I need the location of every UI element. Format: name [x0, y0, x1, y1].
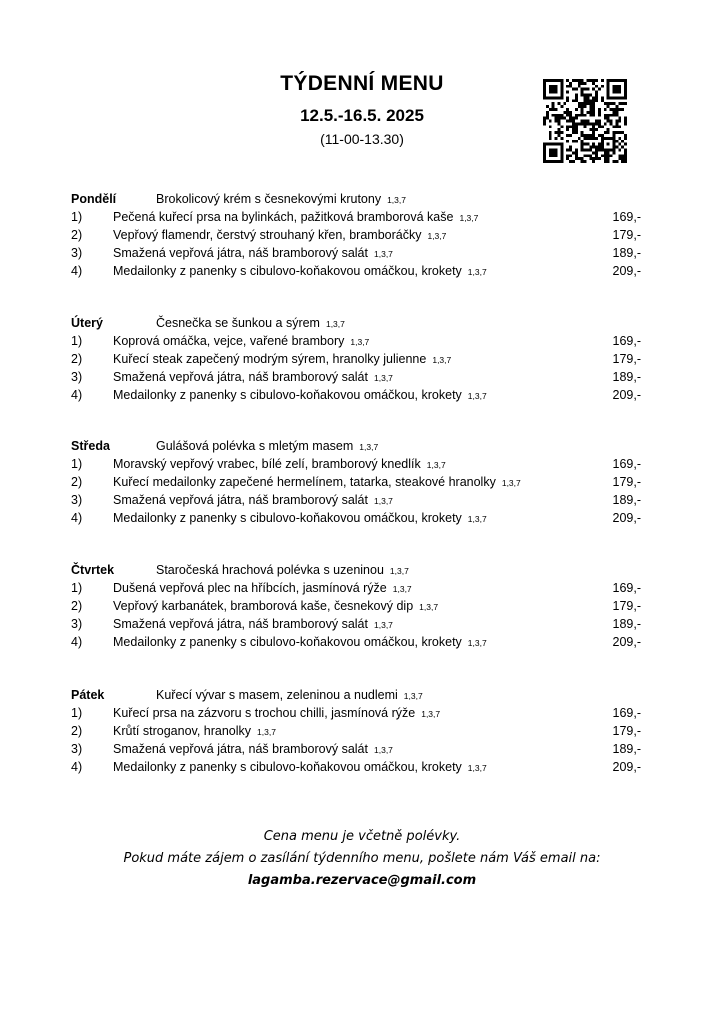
price: 179,-: [612, 352, 641, 366]
day-name: Pátek: [71, 688, 105, 702]
footer-email-link[interactable]: lagamba.rezervace@gmail.com: [247, 873, 477, 888]
day-block-tuesday: [71, 314, 641, 404]
menu-item: 1) Kuřecí prsa na zázvoru s trochou chilli, jasmínová rýže 1,3,7 169,-: [71, 706, 641, 720]
price: 209,-: [612, 760, 641, 774]
footer-subscribe: Pokud máte zájem o zasílání týdenního menu, pošlete nám Váš email na:: [123, 851, 601, 866]
price: 169,-: [612, 581, 641, 595]
day-block-monday: [71, 190, 641, 280]
menu-item: 2) Kuřecí steak zapečený modrým sýrem, hranolky julienne 1,3,7 179,-: [71, 352, 641, 366]
menu-item: 1) Moravský vepřový vrabec, bílé zelí, bramborový knedlík 1,3,7 169,-: [71, 457, 641, 471]
price: 209,-: [612, 511, 641, 525]
menu-item: 4) Medailonky z panenky s cibulovo-koňakovou omáčkou, krokety 1,3,7 209,-: [71, 388, 641, 402]
price: 169,-: [612, 706, 641, 720]
price: 179,-: [612, 599, 641, 613]
menu-item: 2) Krůtí stroganov, hranolky 1,3,7 179,-: [71, 724, 641, 738]
menu-title: TÝDENNÍ MENU: [280, 72, 444, 95]
soup: Kuřecí vývar s masem, zeleninou a nudlemi 1,3,7: [156, 688, 423, 702]
menu-item: 3) Smažená vepřová játra, náš bramborový salát 1,3,7 189,-: [71, 742, 641, 756]
day-header: [71, 437, 641, 455]
price: 179,-: [612, 228, 641, 242]
price: 209,-: [612, 264, 641, 278]
menu-hours: (11-00-13.30): [320, 131, 404, 147]
soup: Česnečka se šunkou a sýrem 1,3,7: [156, 316, 345, 330]
price: 189,-: [612, 370, 641, 384]
price: 209,-: [612, 635, 641, 649]
menu-item: 1) Koprová omáčka, vejce, vařené brambory 1,3,7 169,-: [71, 334, 641, 348]
menu-item: 3) Smažená vepřová játra, náš bramborový salát 1,3,7 189,-: [71, 246, 641, 260]
menu-item: 1) Dušená vepřová plec na hříbcích, jasmínová rýže 1,3,7 169,-: [71, 581, 641, 595]
day-name: Úterý: [71, 316, 103, 330]
day-name: Čtvrtek: [71, 563, 115, 577]
price: 169,-: [612, 334, 641, 348]
price: 169,-: [612, 457, 641, 471]
menu-item: 3) Smažená vepřová játra, náš bramborový salát 1,3,7 189,-: [71, 617, 641, 631]
footer-note: Cena menu je včetně polévky.: [263, 829, 461, 844]
qr-code-icon[interactable]: [543, 79, 627, 163]
menu-item: 2) Vepřový flamendr, čerstvý strouhaný křen, bramboráčky 1,3,7 179,-: [71, 228, 641, 242]
price: 189,-: [612, 617, 641, 631]
price: 179,-: [612, 475, 641, 489]
day-header: [71, 686, 641, 704]
menu-item: 4) Medailonky z panenky s cibulovo-koňakovou omáčkou, krokety 1,3,7 209,-: [71, 635, 641, 649]
price: 209,-: [612, 388, 641, 402]
price: 179,-: [612, 724, 641, 738]
day-block-friday: [71, 686, 641, 776]
day-block-thursday: [71, 561, 641, 651]
soup: Gulášová polévka s mletým masem 1,3,7: [156, 439, 379, 453]
day-header: [71, 314, 641, 332]
soup: Brokolicový krém s česnekovými krutony 1,3,7: [156, 192, 406, 206]
menu-item: 3) Smažená vepřová játra, náš bramborový salát 1,3,7 189,-: [71, 370, 641, 384]
menu-dates: 12.5.-16.5. 2025: [300, 106, 424, 125]
menu-item: 4) Medailonky z panenky s cibulovo-koňakovou omáčkou, krokety 1,3,7 209,-: [71, 511, 641, 525]
menu-item: 4) Medailonky z panenky s cibulovo-koňakovou omáčkou, krokety 1,3,7 209,-: [71, 264, 641, 278]
menu-item: 3) Smažená vepřová játra, náš bramborový salát 1,3,7 189,-: [71, 493, 641, 507]
price: 189,-: [612, 246, 641, 260]
day-name: Pondělí: [71, 192, 117, 206]
day-name: Středa: [71, 439, 110, 453]
menu-item: 2) Kuřecí medailonky zapečené hermelínem, tatarka, steakové hranolky 1,3,7 179,-: [71, 475, 641, 489]
menu-item: 2) Vepřový karbanátek, bramborová kaše, česnekový dip 1,3,7 179,-: [71, 599, 641, 613]
price: 169,-: [612, 210, 641, 224]
price: 189,-: [612, 493, 641, 507]
day-block-wednesday: [71, 437, 641, 527]
day-header: [71, 561, 641, 579]
menu-item: 1) Pečená kuřecí prsa na bylinkách, pažitková bramborová kaše 1,3,7 169,-: [71, 210, 641, 224]
price: 189,-: [612, 742, 641, 756]
soup: Staročeská hrachová polévka s uzeninou 1,3,7: [156, 563, 409, 577]
day-header: [71, 190, 641, 208]
menu-item: 4) Medailonky z panenky s cibulovo-koňakovou omáčkou, krokety 1,3,7 209,-: [71, 760, 641, 774]
